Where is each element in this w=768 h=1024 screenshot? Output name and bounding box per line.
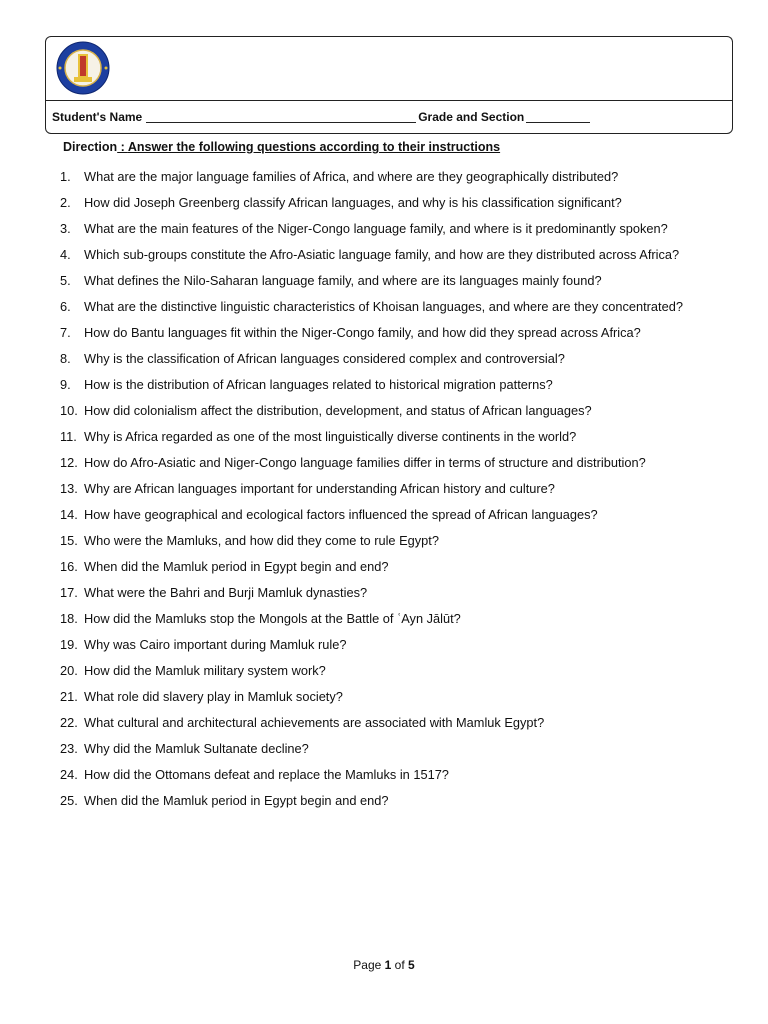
question-number: 3.	[60, 221, 71, 236]
question-text: What are the distinctive linguistic characteristics of Khoisan languages, and where are they concentrated?	[84, 299, 683, 314]
question-number: 25.	[60, 793, 78, 808]
question-number: 8.	[60, 351, 71, 366]
header-box	[45, 36, 733, 100]
question-text: Why is the classification of African languages considered complex and controversial?	[84, 351, 565, 366]
question-number: 15.	[60, 533, 78, 548]
question-item	[60, 268, 740, 294]
question-text: What were the Bahri and Burji Mamluk dynasties?	[84, 585, 368, 600]
question-text: How did Joseph Greenberg classify African languages, and why is his classification significant?	[84, 195, 622, 210]
question-item	[60, 398, 740, 424]
question-number: 4.	[60, 247, 71, 262]
question-number: 2.	[60, 195, 71, 210]
question-item	[60, 658, 740, 684]
question-item	[60, 372, 740, 398]
question-item	[60, 528, 740, 554]
direction-label: Direction	[63, 140, 118, 154]
student-name-field[interactable]	[146, 112, 416, 123]
question-text: What defines the Nilo-Saharan language family, and where are its languages mainly found?	[84, 273, 602, 288]
question-item	[60, 164, 740, 190]
question-text: How did the Mamluks stop the Mongols at the Battle of ʿAyn Jālūt?	[84, 611, 461, 626]
of-word: of	[394, 958, 405, 972]
page-footer	[0, 958, 768, 972]
question-text: Who were the Mamluks, and how did they come to rule Egypt?	[84, 533, 439, 548]
question-number: 5.	[60, 273, 71, 288]
question-item	[60, 242, 740, 268]
question-number: 20.	[60, 663, 78, 678]
question-item	[60, 606, 740, 632]
question-text: How did the Mamluk military system work?	[84, 663, 326, 678]
question-item	[60, 346, 740, 372]
question-number: 11.	[60, 429, 77, 444]
question-number: 9.	[60, 377, 71, 392]
grade-section-field[interactable]	[526, 112, 590, 123]
student-name-label: Student's Name	[52, 110, 143, 124]
question-number: 13.	[60, 481, 78, 496]
page-word: Page	[353, 958, 382, 972]
question-number: 19.	[60, 637, 78, 652]
question-number: 6.	[60, 299, 71, 314]
question-item	[60, 762, 740, 788]
question-item	[60, 216, 740, 242]
question-text: How is the distribution of African languages related to historical migration patterns?	[84, 377, 553, 392]
question-item	[60, 736, 740, 762]
question-item	[60, 710, 740, 736]
question-item	[60, 684, 740, 710]
question-item	[60, 502, 740, 528]
question-list	[60, 164, 740, 814]
question-text: What cultural and architectural achievements are associated with Mamluk Egypt?	[84, 715, 545, 730]
question-text: What are the main features of the Niger-Congo language family, and where is it predominantly spoken?	[84, 221, 668, 236]
direction-line	[63, 140, 500, 154]
question-text: How did colonialism affect the distribution, development, and status of African languages?	[84, 403, 592, 418]
question-text: Why did the Mamluk Sultanate decline?	[84, 741, 309, 756]
question-number: 18.	[60, 611, 78, 626]
question-text: When did the Mamluk period in Egypt begin and end?	[84, 559, 389, 574]
question-number: 7.	[60, 325, 71, 340]
question-number: 16.	[60, 559, 78, 574]
question-text: How do Bantu languages fit within the Niger-Congo family, and how did they spread across Africa?	[84, 325, 641, 340]
question-item	[60, 450, 740, 476]
question-number: 22.	[60, 715, 78, 730]
current-page: 1	[384, 958, 392, 972]
question-text: Why is Africa regarded as one of the most linguistically diverse continents in the world?	[84, 429, 577, 444]
question-item	[60, 788, 740, 814]
question-item	[60, 632, 740, 658]
school-logo-icon	[52, 40, 114, 96]
question-text: Which sub-groups constitute the Afro-Asiatic language family, and how are they distributed across Africa?	[84, 247, 680, 262]
question-text: When did the Mamluk period in Egypt begin and end?	[84, 793, 389, 808]
question-item	[60, 320, 740, 346]
question-text: How did the Ottomans defeat and replace the Mamluks in 1517?	[84, 767, 449, 782]
direction-separator: :	[117, 140, 128, 154]
question-number: 21.	[60, 689, 78, 704]
question-text: How do Afro-Asiatic and Niger-Congo language families differ in terms of structure and distribution?	[84, 455, 646, 470]
question-number: 17.	[60, 585, 78, 600]
question-text: What are the major language families of Africa, and where are they geographically distributed?	[84, 169, 619, 184]
total-pages: 5	[408, 958, 415, 972]
question-text: Why are African languages important for understanding African history and culture?	[84, 481, 555, 496]
question-number: 12.	[60, 455, 78, 470]
question-item	[60, 424, 740, 450]
question-number: 24.	[60, 767, 78, 782]
question-text: How have geographical and ecological factors influenced the spread of African languages?	[84, 507, 598, 522]
question-number: 1.	[60, 169, 71, 184]
question-item	[60, 294, 740, 320]
student-info-row	[45, 100, 733, 134]
question-number: 14.	[60, 507, 78, 522]
grade-section-label: Grade and Section	[418, 110, 525, 124]
question-text: What role did slavery play in Mamluk society?	[84, 689, 343, 704]
question-item	[60, 580, 740, 606]
question-text: Why was Cairo important during Mamluk rule?	[84, 637, 347, 652]
direction-instruction: Answer the following questions according to their instructions	[127, 140, 501, 154]
question-item	[60, 476, 740, 502]
question-number: 23.	[60, 741, 78, 756]
question-item	[60, 190, 740, 216]
question-item	[60, 554, 740, 580]
question-number: 10.	[60, 403, 78, 418]
